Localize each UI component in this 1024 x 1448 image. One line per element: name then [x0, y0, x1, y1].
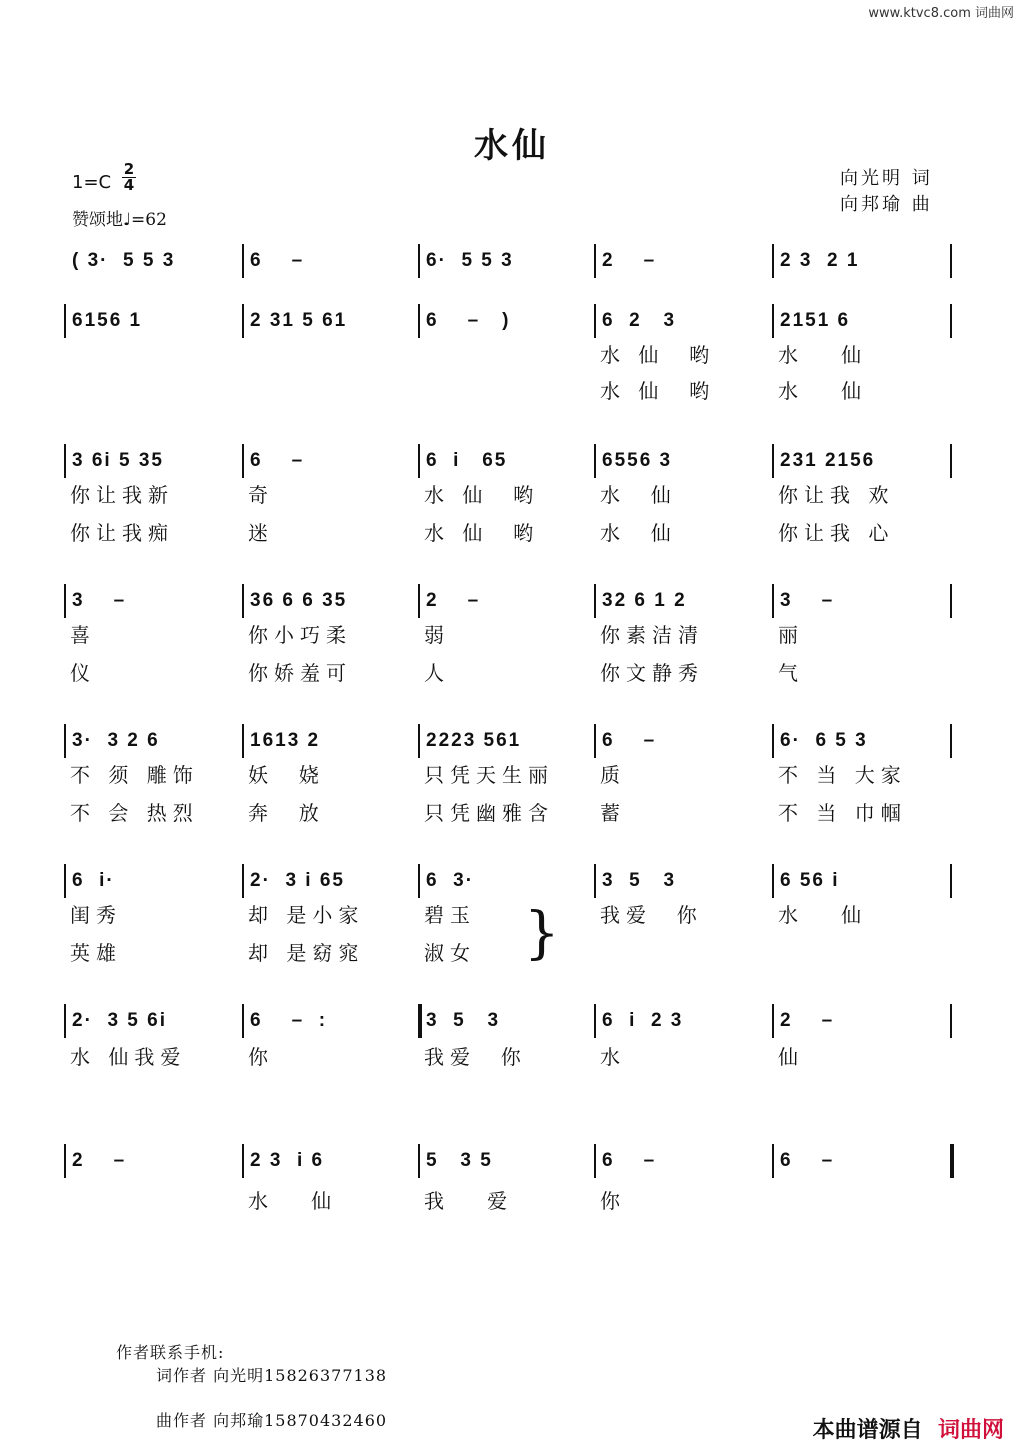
bar-line: [594, 1144, 596, 1178]
measure-notes: 6 i 65: [426, 450, 508, 471]
measure-notes: 2 –: [602, 250, 657, 271]
measure-notes: 3· 3 2 6: [72, 730, 160, 751]
contact-composer: 曲作者 向邦瑜15870432460: [156, 1411, 388, 1430]
measure-notes: 2 3 i 6: [250, 1150, 325, 1171]
tempo-text: 赞颂地: [72, 210, 123, 230]
bar-line: [64, 1144, 66, 1178]
lyric-text: 你素洁清: [600, 623, 704, 647]
measure-notes: 2 3 2 1: [780, 250, 860, 271]
bar-line: [772, 304, 774, 338]
lyric-text: 蓄: [600, 801, 626, 825]
bar-line: [594, 444, 596, 478]
stamp-right[interactable]: 词曲网: [937, 1418, 1004, 1443]
lyrics-verse-1: [64, 482, 956, 508]
lyric-text: 人: [424, 661, 450, 685]
music-system: [64, 864, 956, 898]
tempo-value: =62: [131, 210, 167, 230]
lyric-text: 气: [778, 661, 804, 685]
lyric-text: 水 仙: [600, 483, 677, 507]
lyricist-credit: 向光明 词: [840, 168, 933, 189]
lyrics-verse-2: [64, 378, 956, 404]
lyric-text: 水 仙: [600, 521, 677, 545]
bar-line: [772, 584, 774, 618]
lyrics-verse-1: [64, 902, 956, 928]
lyric-text: 仪: [70, 661, 96, 685]
bar-line: [772, 444, 774, 478]
lyric-text: 水 仙我爱: [70, 1045, 187, 1069]
lyric-text: 水 仙 哟: [424, 521, 540, 545]
stamp-left: 本曲谱源自: [812, 1418, 923, 1443]
lyric-text: 水 仙 哟: [424, 483, 540, 507]
bar-line: [418, 584, 420, 618]
measure-notes: 2 –: [72, 1150, 127, 1171]
measure-notes: 6 i·: [72, 870, 115, 891]
measure-notes: 6 –: [250, 450, 305, 471]
lyric-text: 仙: [778, 1045, 804, 1069]
measure-notes: ( 3· 5 5 3: [72, 250, 176, 271]
lyric-text: 不 须 雕饰: [70, 763, 199, 787]
lyrics-verse-1: [64, 1188, 956, 1214]
bar-line: [950, 444, 952, 478]
bar-line: [242, 584, 244, 618]
music-system: [64, 244, 956, 278]
bar-line: [772, 244, 774, 278]
bar-line: [64, 584, 66, 618]
bar-line: [594, 304, 596, 338]
lyric-text: 奔 放: [248, 801, 325, 825]
lyrics-verse-1: [64, 762, 956, 788]
measure-notes: 6 3·: [426, 870, 475, 891]
source-stamp: [813, 1413, 1004, 1444]
measure-notes: 6 –: [780, 1150, 835, 1171]
bar-line: [418, 444, 420, 478]
key-signature: 1=C: [72, 172, 112, 193]
lyric-text: 水 仙: [778, 379, 868, 403]
tempo-marking: [72, 205, 167, 230]
bar-line: [950, 1144, 954, 1178]
music-system: [64, 1004, 956, 1038]
bar-line: [242, 304, 244, 338]
song-title: 水仙: [474, 126, 550, 166]
bar-line: [950, 304, 952, 338]
measure-notes: 6 – :: [250, 1010, 328, 1031]
lyrics-verse-2: [64, 800, 956, 826]
measure-notes: 2 –: [426, 590, 481, 611]
bar-line: [418, 244, 420, 278]
time-signature: [122, 162, 136, 193]
measure-notes: 1613 2: [250, 730, 321, 751]
lyric-text: 奇: [248, 483, 274, 507]
bar-line: [772, 1004, 774, 1038]
bar-line: [64, 304, 66, 338]
bar-line: [242, 1004, 244, 1038]
bar-line: [242, 444, 244, 478]
bar-line: [242, 864, 244, 898]
site-url[interactable]: www.ktvc8.com 词曲网: [868, 6, 1014, 21]
bar-line: [950, 1004, 952, 1038]
bar-line: [594, 244, 596, 278]
lyric-text: 妖 娆: [248, 763, 325, 787]
bar-line: [950, 244, 952, 278]
music-system: [64, 444, 956, 478]
lyric-text: 英雄: [70, 941, 122, 965]
lyric-text: 迷: [248, 521, 274, 545]
bar-line: [950, 724, 952, 758]
measure-notes: 6 –: [602, 1150, 657, 1171]
measure-notes: 6 i 2 3: [602, 1010, 684, 1031]
lyric-text: 水 仙: [778, 343, 868, 367]
lyric-text: 却 是窈窕: [248, 941, 365, 965]
lyric-text: 我爱 你: [424, 1045, 527, 1069]
measure-notes: 6· 6 5 3: [780, 730, 868, 751]
bar-line: [418, 304, 420, 338]
bar-line: [418, 1004, 422, 1038]
measure-notes: 6156 1: [72, 310, 143, 331]
lyric-text: 你小巧柔: [248, 623, 352, 647]
lyric-text: 弱: [424, 623, 450, 647]
measure-notes: 6· 5 5 3: [426, 250, 514, 271]
lyric-text: 你文静秀: [600, 661, 704, 685]
lyric-text: 淑女: [424, 941, 476, 965]
bar-line: [418, 864, 420, 898]
bar-line: [64, 864, 66, 898]
measure-notes: 2 –: [780, 1010, 835, 1031]
measure-notes: 36 6 6 35: [250, 590, 348, 611]
measure-notes: 6 – ): [426, 310, 511, 331]
bar-line: [418, 724, 420, 758]
measure-notes: 32 6 1 2: [602, 590, 687, 611]
lyric-text: 你让我痴: [70, 521, 174, 545]
lyric-text: 水 仙 哟: [600, 379, 716, 403]
brace-icon: }: [524, 901, 560, 966]
lyrics-verse-1: [64, 622, 956, 648]
lyric-text: 我 爱: [424, 1189, 514, 1213]
quarter-note-icon: ♩: [123, 210, 132, 230]
bar-line: [594, 584, 596, 618]
bar-line: [242, 724, 244, 758]
lyric-text: 碧玉: [424, 903, 476, 927]
lyric-text: 只凭幽雅含: [424, 801, 554, 825]
lyric-text: 只凭天生丽: [424, 763, 554, 787]
bar-line: [950, 864, 952, 898]
bar-line: [950, 584, 952, 618]
bar-line: [64, 444, 66, 478]
measure-notes: 2· 3 i 65: [250, 870, 345, 891]
measure-notes: 2· 3 5 6i: [72, 1010, 167, 1031]
bar-line: [594, 864, 596, 898]
measure-notes: 2151 6: [780, 310, 851, 331]
bar-line: [242, 1144, 244, 1178]
measure-notes: 6 56 i: [780, 870, 840, 891]
measure-notes: 3 6i 5 35: [72, 450, 164, 471]
measure-notes: 231 2156: [780, 450, 876, 471]
lyric-text: 不 当 巾帼: [778, 801, 907, 825]
music-system: [64, 584, 956, 618]
lyric-text: 丽: [778, 623, 804, 647]
measure-notes: 2223 561: [426, 730, 522, 751]
lyric-text: 你让我 欢: [778, 483, 895, 507]
measure-notes: 5 3 5: [426, 1150, 493, 1171]
music-system: [64, 724, 956, 758]
lyric-text: 你让我 心: [778, 521, 895, 545]
lyrics-verse-2: [64, 660, 956, 686]
lyric-text: 水 仙: [248, 1189, 338, 1213]
lyric-text: 闺秀: [70, 903, 122, 927]
bar-line: [772, 724, 774, 758]
measure-notes: 6 –: [250, 250, 305, 271]
composer-credit: 向邦瑜 曲: [840, 194, 933, 215]
contact-heading: 作者联系手机:: [116, 1343, 225, 1362]
music-system: [64, 304, 956, 338]
lyrics-verse-1: [64, 342, 956, 368]
lyric-text: 却 是小家: [248, 903, 365, 927]
time-signature-bottom: 4: [123, 176, 135, 194]
lyrics-verse-1: [64, 1044, 956, 1070]
measure-notes: 3 –: [72, 590, 127, 611]
measure-notes: 3 –: [780, 590, 835, 611]
lyric-text: 水 仙 哟: [600, 343, 716, 367]
bar-line: [242, 244, 244, 278]
bar-line: [772, 864, 774, 898]
contact-lyricist: 词作者 向光明15826377138: [156, 1366, 388, 1385]
time-signature-top: 2: [123, 160, 135, 178]
lyrics-verse-2: [64, 940, 956, 966]
lyrics-verse-2: [64, 520, 956, 546]
measure-notes: 2 31 5 61: [250, 310, 348, 331]
lyric-text: 你: [248, 1045, 274, 1069]
bar-line: [418, 1144, 420, 1178]
measure-notes: 3 5 3: [426, 1010, 501, 1031]
bar-line: [772, 1144, 774, 1178]
lyric-text: 你让我新: [70, 483, 174, 507]
lyric-text: 不 当 大家: [778, 763, 907, 787]
measure-notes: 6 2 3: [602, 310, 677, 331]
lyric-text: 质: [600, 763, 626, 787]
measure-notes: 3 5 3: [602, 870, 677, 891]
lyric-text: 不 会 热烈: [70, 801, 199, 825]
bar-line: [594, 1004, 596, 1038]
measure-notes: 6 –: [602, 730, 657, 751]
lyric-text: 你娇羞可: [248, 661, 352, 685]
lyric-text: 我爱 你: [600, 903, 703, 927]
lyric-text: 水: [600, 1045, 626, 1069]
lyric-text: 喜: [70, 623, 96, 647]
measure-notes: 6556 3: [602, 450, 673, 471]
bar-line: [64, 724, 66, 758]
music-system: [64, 1144, 956, 1178]
lyric-text: 你: [600, 1189, 626, 1213]
bar-line: [594, 724, 596, 758]
bar-line: [64, 1004, 66, 1038]
lyric-text: 水 仙: [778, 903, 868, 927]
